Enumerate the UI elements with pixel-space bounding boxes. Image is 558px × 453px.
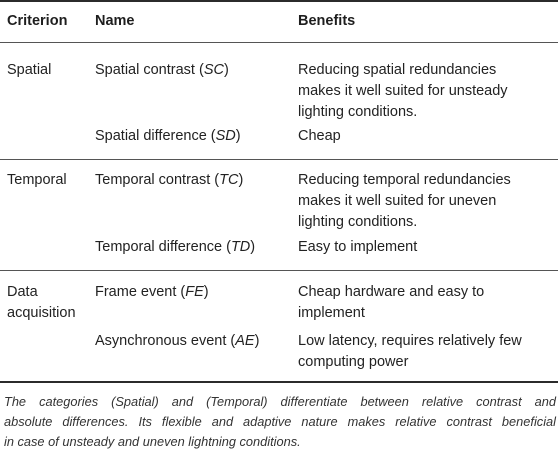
criterion-spatial: Spatial <box>7 62 52 78</box>
table-top-rule <box>0 0 558 2</box>
abbr-td: TD <box>230 239 251 255</box>
name-asynchronous-event: Asynchronous event (AE) <box>95 333 260 349</box>
caption-line-3: in case of unsteady and uneven lightning conditions. <box>4 434 301 449</box>
header-criterion: Criterion <box>7 13 68 29</box>
criterion-temporal: Temporal <box>7 172 67 188</box>
abbr-sd: SD <box>215 128 236 144</box>
benefits-spatial-contrast: Reducing spatial redundancies makes it well suited for unsteady lighting conditions. <box>298 62 508 120</box>
name-spatial-difference: Spatial difference (SD) <box>95 128 241 144</box>
criterion-data-acquisition: Data acquisition <box>7 284 76 321</box>
name-temporal-difference: Temporal difference (TD) <box>95 239 256 255</box>
benefits-temporal-contrast: Reducing temporal redundancies makes it well suited for uneven lighting conditions. <box>298 172 511 230</box>
table-caption <box>4 392 556 452</box>
header-rule <box>0 42 558 43</box>
abbr-tc: TC <box>219 172 239 188</box>
abbr-fe: FE <box>185 284 204 300</box>
abbr-sc: SC <box>203 62 224 78</box>
benefits-frame-event: Cheap hardware and easy to implement <box>298 284 485 321</box>
name-spatial-contrast: Spatial contrast (SC) <box>95 62 229 78</box>
abbr-ae: AE <box>235 333 255 349</box>
caption-line-2: absolute differences. Its flexible and adaptive nature makes relative contrast beneficial <box>4 414 556 429</box>
table-bottom-rule <box>0 381 558 383</box>
benefits-temporal-difference: Easy to implement <box>298 239 418 255</box>
header-name: Name <box>95 13 135 29</box>
name-temporal-contrast: Temporal contrast (TC) <box>95 172 244 188</box>
group-rule-2 <box>0 270 558 271</box>
benefits-asynchronous-event: Low latency, requires relatively few computing power <box>298 333 522 370</box>
header-benefits: Benefits <box>298 13 356 29</box>
caption-line-1: The categories (Spatial) and (Temporal) differentiate between relative contrast and <box>4 394 556 409</box>
group-rule-1 <box>0 159 558 160</box>
name-frame-event: Frame event (FE) <box>95 284 209 300</box>
benefits-spatial-difference: Cheap <box>298 128 341 144</box>
